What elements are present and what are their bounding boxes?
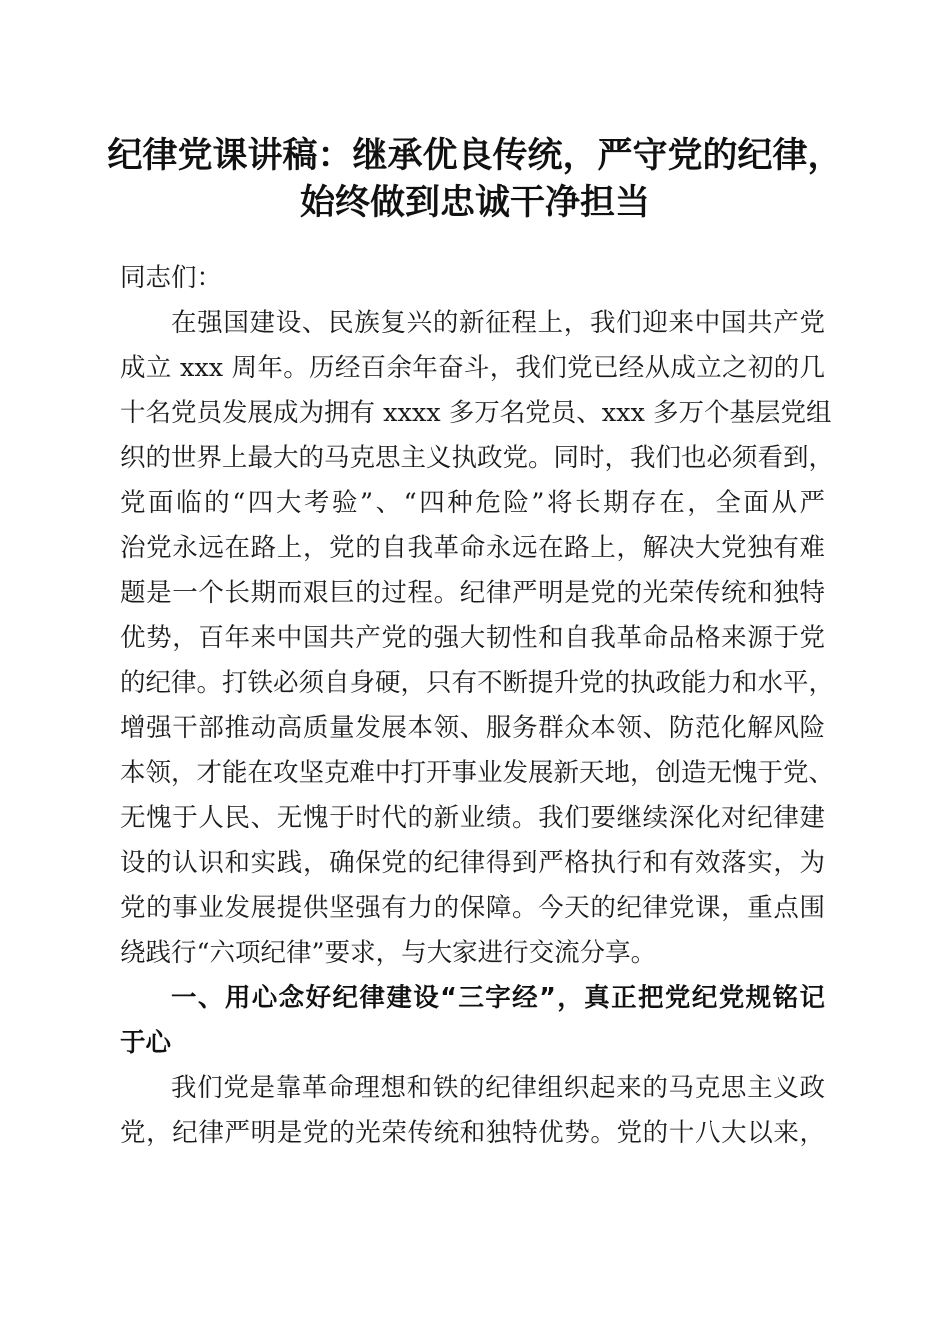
- heading-line: 于心: [120, 1028, 172, 1058]
- paragraph-line: 在强国建设、民族复兴的新征程上，我们迎来中国共产党: [171, 308, 825, 338]
- paragraph-line: 我们党是靠革命理想和铁的纪律组织起来的马克思主义政: [171, 1073, 825, 1103]
- paragraph-line: 成立 xxx 周年。历经百余年奋斗，我们党已经从成立之初的几: [120, 353, 825, 383]
- paragraph-section-1: [120, 1066, 825, 1156]
- title-line: 纪律党课讲稿：继承优良传统，严守党的纪律，: [107, 135, 843, 176]
- paragraph-line: 织的世界上最大的马克思主义执政党。同时，我们也必须看到，: [120, 443, 835, 473]
- paragraph-intro: [120, 301, 835, 976]
- salutation: 同志们：: [120, 263, 223, 293]
- paragraph-line: 治党永远在路上，党的自我革命永远在路上，解决大党独有难: [120, 533, 825, 563]
- paragraph-line: 党，纪律严明是党的光荣传统和独特优势。党的十八大以来，: [120, 1118, 825, 1148]
- paragraph-line: 本领，才能在攻坚克难中打开事业发展新天地，创造无愧于党、: [120, 758, 835, 788]
- paragraph-line: 题是一个长期而艰巨的过程。纪律严明是党的光荣传统和独特: [120, 578, 825, 608]
- title-line: 始终做到忠诚干净担当: [299, 182, 650, 223]
- document-body: [120, 256, 835, 1156]
- paragraph-line: 增强干部推动高质量发展本领、服务群众本领、防范化解风险: [120, 713, 825, 743]
- paragraph-line: 无愧于人民、无愧于时代的新业绩。我们要继续深化对纪律建: [120, 803, 825, 833]
- document-title: [60, 132, 890, 226]
- paragraph-line: 优势，百年来中国共产党的强大韧性和自我革命品格来源于党: [120, 623, 825, 653]
- section-heading-1: [120, 976, 825, 1066]
- paragraph-line: 党的事业发展提供坚强有力的保障。今天的纪律党课，重点围: [120, 893, 825, 923]
- paragraph-line: 十名党员发展成为拥有 xxxx 多万名党员、xxx 多万个基层党组: [120, 398, 832, 428]
- paragraph-line: 党面临的“四大考验”、“四种危险”将长期存在，全面从严: [120, 488, 825, 518]
- paragraph-line: 设的认识和实践，确保党的纪律得到严格执行和有效落实，为: [120, 848, 825, 878]
- paragraph-line: 绕践行“六项纪律”要求，与大家进行交流分享。: [120, 938, 657, 968]
- heading-line: 一、用心念好纪律建设“三字经”，真正把党纪党规铭记: [171, 983, 825, 1013]
- paragraph-line: 的纪律。打铁必须自身硬，只有不断提升党的执政能力和水平，: [120, 668, 835, 698]
